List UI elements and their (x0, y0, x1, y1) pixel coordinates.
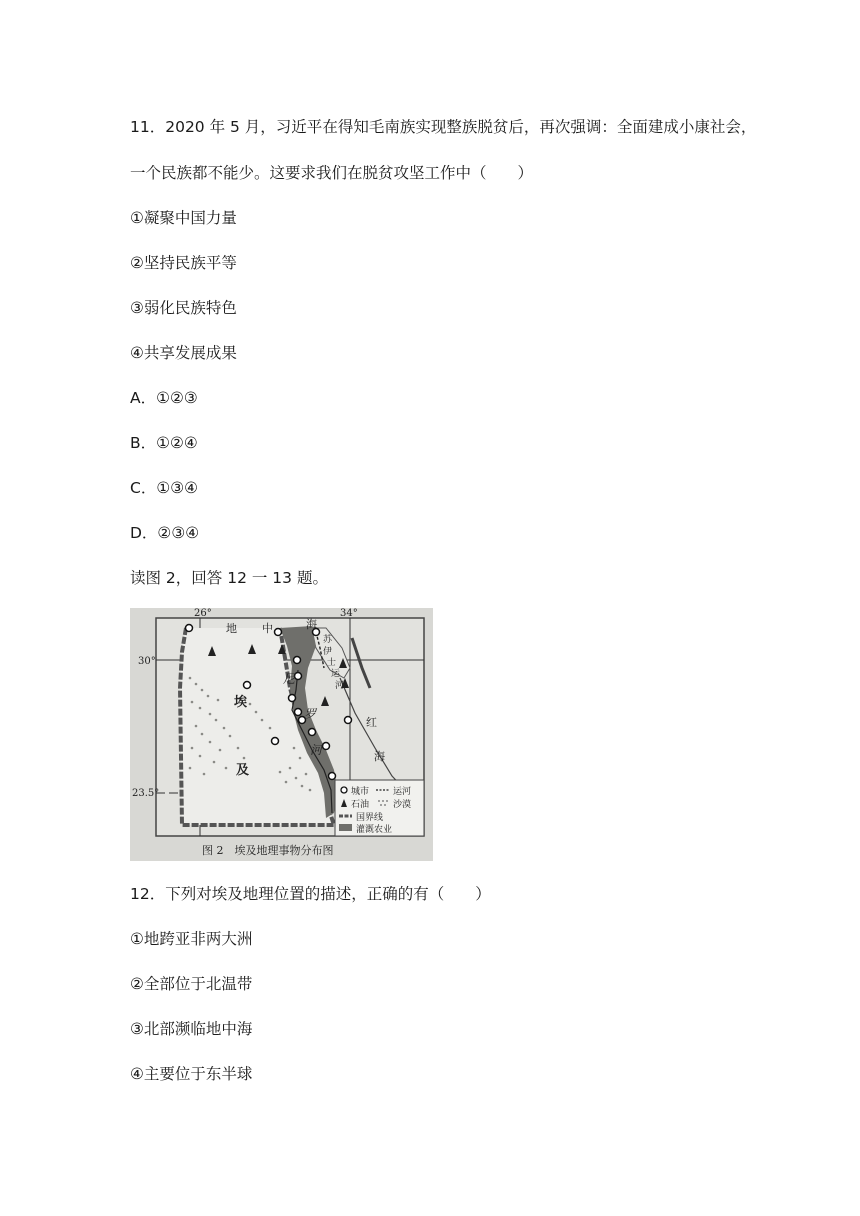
q11-option-c: C．①③④ (130, 479, 199, 497)
q11-statement-2: ②坚持民族平等 (130, 254, 237, 272)
q12-statement-1: ①地跨亚非两大洲 (130, 930, 253, 948)
legend-city-symbol (341, 787, 347, 793)
lat-label-23-5: 23.5° (132, 788, 160, 799)
egypt-map (130, 608, 433, 861)
egypt-map-figure (130, 608, 433, 861)
q11-option-b: B．①②④ (130, 434, 198, 452)
label-sea-di: 地 (226, 622, 237, 635)
label-canal-4: 运 (331, 669, 341, 679)
lat-label-30: 30° (138, 656, 156, 667)
label-red-2: 海 (374, 750, 385, 763)
q11-statement-1: ①凝聚中国力量 (130, 209, 237, 227)
q11-stem-line1: 11．2020 年 5 月，习近平在得知毛南族实现整族脱贫后，再次强调：全面建成小康社会， (130, 118, 757, 136)
label-nile-3: 河 (310, 743, 323, 757)
q12-stem: 12．下列对埃及地理位置的描述，正确的有（ ） (130, 885, 491, 903)
label-nile-2: 罗 (304, 707, 317, 721)
label-canal-3: 士 (327, 658, 337, 668)
q11-statement-3: ③弱化民族特色 (130, 299, 237, 317)
map-legend (335, 780, 424, 836)
q11-option-a: A．①②③ (130, 389, 198, 407)
legend-desert-label: 沙漠 (393, 800, 412, 810)
q12-statement-3: ③北部濒临地中海 (130, 1020, 253, 1038)
label-canal-2: 伊 (323, 647, 333, 657)
legend-city-label: 城市 (351, 787, 370, 797)
label-sea-hai: 海 (306, 618, 317, 631)
legend-irrigation-label: 灌溉农业 (356, 825, 393, 835)
figure-caption: 图 2 埃及地理事物分布图 (202, 844, 334, 857)
legend-oil-label: 石油 (351, 800, 370, 810)
legend-canal-label: 运河 (393, 787, 412, 797)
label-nile-1: 尼 (283, 672, 296, 686)
legend-irrigation-symbol (339, 824, 352, 831)
lon-label-34: 34° (340, 608, 358, 619)
q12-statement-2: ②全部位于北温带 (130, 975, 253, 993)
figure-intro: 读图 2，回答 12 一 13 题。 (130, 569, 328, 587)
label-egypt-1: 埃 (234, 695, 248, 710)
label-canal-5: 河 (335, 681, 345, 691)
q11-stem-line2: 一个民族都不能少。这要求我们在脱贫攻坚工作中（ ） (130, 164, 534, 182)
lon-label-26: 26° (194, 608, 212, 619)
legend-border-label: 国界线 (356, 813, 384, 823)
label-red-1: 红 (366, 716, 377, 729)
q12-statement-4: ④主要位于东半球 (130, 1065, 253, 1083)
label-canal-1: 苏 (323, 635, 333, 645)
label-sea-zhong: 中 (262, 622, 273, 635)
label-egypt-2: 及 (236, 763, 250, 778)
q11-option-d: D．②③④ (130, 524, 200, 542)
q11-statement-4: ④共享发展成果 (130, 344, 237, 362)
